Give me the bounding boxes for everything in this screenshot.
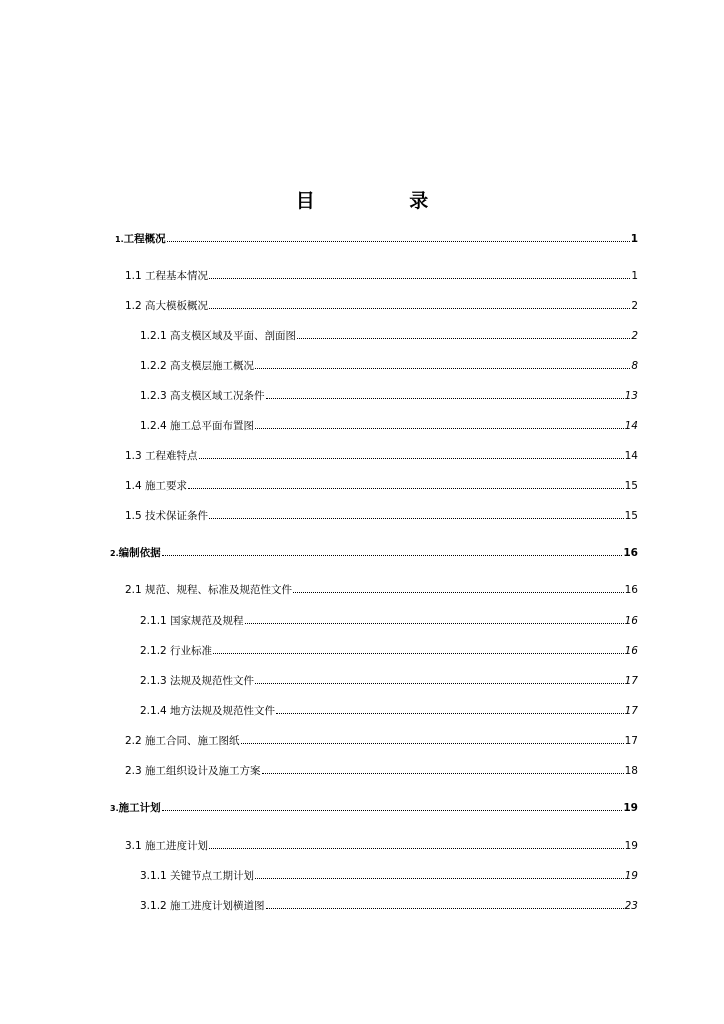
toc-entry[interactable] <box>125 508 638 524</box>
toc-entry-title <box>110 800 161 817</box>
toc-page-number: 16 <box>624 584 638 596</box>
toc-entry[interactable] <box>125 838 638 854</box>
toc-entry-text: 施工计划 <box>118 802 161 814</box>
toc-entry-title <box>140 868 254 884</box>
dot-leader <box>209 268 630 279</box>
toc-entry[interactable] <box>125 478 638 494</box>
dot-leader <box>245 613 624 624</box>
toc-page-number: 2 <box>631 300 638 312</box>
toc-entry-title <box>115 231 166 248</box>
toc-entry-text: 1.2.1 高支模区域及平面、剖面图 <box>140 330 297 342</box>
toc-entry-text: 2.1.1 国家规范及规程 <box>140 615 244 627</box>
toc-page-number: 14 <box>624 450 638 462</box>
dot-leader <box>241 733 624 744</box>
dot-leader <box>262 763 624 774</box>
toc-entry[interactable] <box>140 418 638 434</box>
toc-entry[interactable] <box>140 388 638 404</box>
toc-entry[interactable] <box>125 268 638 284</box>
toc-page-number: 14 <box>624 420 638 432</box>
toc-page-number: 19 <box>624 870 638 882</box>
dot-leader <box>255 673 624 684</box>
toc-entry-title <box>140 418 254 434</box>
toc-entry-text: 2.2 施工合同、施工图纸 <box>125 735 240 747</box>
toc-entry-number: 1. <box>115 235 124 244</box>
dot-leader <box>167 231 630 242</box>
toc-page-number: 19 <box>624 840 638 852</box>
toc-entry-number: 3. <box>110 804 119 813</box>
toc-entry-title <box>110 545 161 562</box>
toc-entry-title <box>140 358 254 374</box>
toc-entry-text: 1.5 技术保证条件 <box>125 510 209 522</box>
toc-entry-title <box>125 478 187 494</box>
toc-entry-text: 1.2 高大模板概况 <box>125 300 209 312</box>
toc-entry[interactable] <box>110 800 638 816</box>
page-title: 目 录 <box>295 190 473 212</box>
toc-entry[interactable] <box>140 358 638 374</box>
dot-leader <box>209 508 624 519</box>
toc-entry-title <box>125 268 208 284</box>
toc-entry-text: 3.1.2 施工进度计划横道图 <box>140 900 265 912</box>
dot-leader <box>162 800 623 811</box>
toc-page-number: 23 <box>624 900 638 912</box>
toc-page-number: 16 <box>623 547 638 559</box>
toc-page-number: 2 <box>631 330 638 342</box>
toc-entry-title <box>125 448 198 464</box>
toc-entry-title <box>140 388 265 404</box>
toc-page-number: 16 <box>624 615 638 627</box>
toc-entry[interactable] <box>125 763 638 779</box>
toc-entry-title <box>125 763 261 779</box>
toc-page-number: 18 <box>624 765 638 777</box>
dot-leader <box>162 545 623 556</box>
dot-leader <box>255 358 630 369</box>
toc-entry-text: 1.2.3 高支模区域工况条件 <box>140 390 265 402</box>
toc-page-number: 17 <box>624 705 638 717</box>
toc-page-number: 17 <box>624 675 638 687</box>
toc-entry-text: 2.1.4 地方法规及规范性文件 <box>140 705 276 717</box>
toc-entry-text: 3.1 施工进度计划 <box>125 840 209 852</box>
toc-entry-text: 1.1 工程基本情况 <box>125 270 209 282</box>
toc-entry-text: 1.2.2 高支模层施工概况 <box>140 360 255 372</box>
toc-entry-title <box>125 298 208 314</box>
toc-page-number: 19 <box>623 802 638 814</box>
toc-page-number: 8 <box>631 360 638 372</box>
toc-entry-text: 2.1 规范、规程、标准及规范性文件 <box>125 584 293 596</box>
toc-entry-title <box>125 733 240 749</box>
toc-entry-title <box>140 328 296 344</box>
dot-leader <box>297 328 630 339</box>
toc-entry-text: 3.1.1 关键节点工期计划 <box>140 870 255 882</box>
toc-entry[interactable] <box>110 545 638 561</box>
dot-leader <box>199 448 624 459</box>
toc-page-number: 1 <box>630 233 638 245</box>
toc-entry[interactable] <box>140 613 638 629</box>
toc-entry-text: 1.2.4 施工总平面布置图 <box>140 420 255 432</box>
toc-entry-text: 1.4 施工要求 <box>125 480 188 492</box>
toc-entry[interactable] <box>115 231 638 247</box>
dot-leader <box>293 582 624 593</box>
dot-leader <box>209 298 630 309</box>
toc-entry[interactable] <box>140 643 638 659</box>
toc-entry[interactable] <box>140 898 638 914</box>
dot-leader <box>209 838 624 849</box>
dot-leader <box>276 703 624 714</box>
toc-page-number: 15 <box>624 510 638 522</box>
toc-page-number: 15 <box>624 480 638 492</box>
toc-entry-text: 1.3 工程难特点 <box>125 450 198 462</box>
toc-entry-title <box>125 838 208 854</box>
dot-leader <box>255 418 624 429</box>
toc-entry[interactable] <box>125 298 638 314</box>
toc-entry-title <box>140 673 254 689</box>
toc-entry-title <box>140 613 244 629</box>
dot-leader <box>266 388 624 399</box>
dot-leader <box>266 898 624 909</box>
toc-entry-title <box>125 508 208 524</box>
toc-entry-title <box>140 643 212 659</box>
toc-page-number: 13 <box>624 390 638 402</box>
toc-entry-title <box>140 898 265 914</box>
toc-entry[interactable] <box>125 733 638 749</box>
toc-entry-title <box>125 582 292 598</box>
toc-entry-text: 2.1.2 行业标准 <box>140 645 213 657</box>
toc-entry-text: 编制依据 <box>118 547 161 559</box>
toc-entry-number: 2. <box>110 549 119 558</box>
toc-entry[interactable] <box>125 448 638 464</box>
toc-entry-text: 2.3 施工组织设计及施工方案 <box>125 765 261 777</box>
toc-entry-title <box>140 703 275 719</box>
dot-leader <box>255 868 624 879</box>
toc-entry[interactable] <box>140 703 638 719</box>
dot-leader <box>213 643 624 654</box>
toc-entry[interactable] <box>125 582 638 598</box>
toc-entry-text: 2.1.3 法规及规范性文件 <box>140 675 255 687</box>
toc-entry[interactable] <box>140 673 638 689</box>
toc-entry[interactable] <box>140 868 638 884</box>
dot-leader <box>188 478 624 489</box>
toc-page-number: 1 <box>631 270 638 282</box>
toc-entry-text: 工程概况 <box>123 233 166 245</box>
toc-page-number: 17 <box>624 735 638 747</box>
toc-entry[interactable] <box>140 328 638 344</box>
toc-page-number: 16 <box>624 645 638 657</box>
